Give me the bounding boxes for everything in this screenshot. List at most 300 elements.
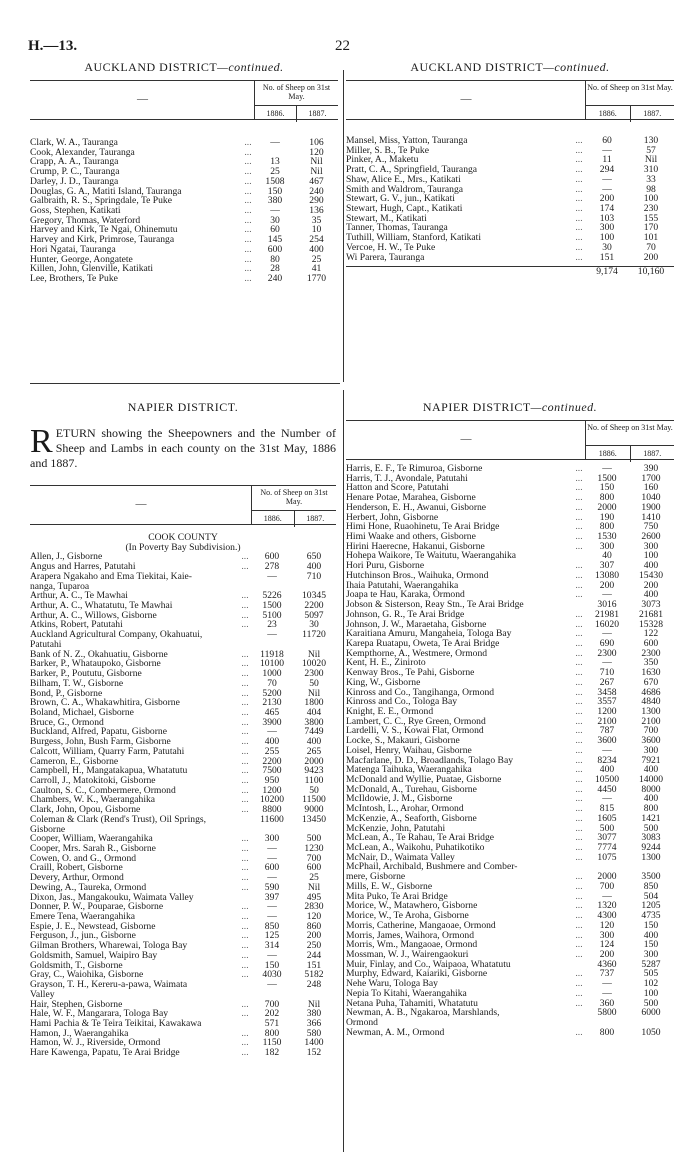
table-row [30, 167, 338, 177]
sheep-1887: 13450 [302, 813, 326, 825]
table-row [30, 1009, 336, 1019]
table-row [30, 1029, 336, 1039]
sheep-1887: 35 [311, 214, 322, 226]
table-row [30, 854, 336, 864]
sheep-1886: 5100 [262, 609, 282, 621]
sheep-1887: 1300 [641, 705, 661, 717]
sheep-1887: 500 [643, 997, 659, 1009]
owner-name: Chambers, W. K., Waerangahika [30, 795, 156, 806]
sheep-1886: — [267, 570, 277, 582]
table-row [346, 658, 674, 668]
sheep-1886: 3557 [597, 696, 617, 708]
table-row [346, 522, 674, 532]
owner-name: McIntosh, L., Arohar, Ormond [346, 804, 464, 814]
leader-dots: ... [241, 561, 249, 573]
sheep-1886: 700 [264, 998, 280, 1010]
sheep-1886: 124 [599, 939, 615, 951]
sheep-1887: 57 [646, 144, 656, 156]
sheep-1886: 11918 [260, 648, 284, 660]
owner-name: King, W., Gisborne [346, 677, 421, 688]
owner-name: Arthur, A. C., Te Mawhai [30, 591, 128, 602]
leader-dots: ... [241, 852, 249, 864]
leader-dots: ... [241, 833, 249, 845]
owner-name: Emere Tena, Waerangahika [30, 912, 136, 922]
table-row [346, 620, 674, 630]
owner-name: McNair, D., Waimata Valley [346, 852, 455, 863]
table-row [30, 601, 336, 611]
owner-name: Hatton and Score, Patutahi [346, 483, 449, 494]
table-row [30, 941, 336, 951]
owner-name: Jobson & Sisterson, Reay Stn., Te Arai Bridge [346, 600, 524, 610]
sheep-1886: 174 [599, 203, 615, 215]
county-heading: COOK COUNTY [148, 532, 218, 543]
sheep-1886: — [602, 144, 612, 156]
sheep-1886: 10200 [260, 794, 284, 806]
table-row [346, 756, 674, 766]
owner-name: Morice, W., Te Aroha, Gisborne [346, 911, 469, 921]
leader-dots: ... [575, 628, 583, 640]
owner-name: Espie, J. E., Newstead, Gisborne [30, 921, 156, 932]
leader-dots: ... [241, 668, 249, 680]
sheep-1887: 30 [309, 619, 319, 631]
sheep-1887: 244 [306, 949, 322, 961]
table-row [346, 969, 674, 979]
table-row [346, 726, 674, 736]
leader-dots: ... [244, 273, 252, 285]
table-row [346, 688, 674, 698]
sheep-1887: 7921 [641, 754, 661, 766]
sheep-1886: 13 [270, 156, 280, 168]
sheep-1886: 267 [599, 676, 615, 688]
sheep-1886: 240 [267, 273, 283, 285]
section-title: AUCKLAND DISTRICT—continued. [84, 60, 284, 74]
leader-dots: ... [575, 482, 583, 494]
sheep-1886: 13080 [595, 569, 619, 581]
sheep-1886: 8234 [597, 754, 617, 766]
sheep-1887: 1700 [641, 472, 661, 484]
section-title: NAPIER DISTRICT—continued. [422, 400, 598, 414]
header-dash: — [460, 93, 472, 105]
sheep-1887: 1040 [641, 492, 661, 504]
sheep-1887: 5097 [304, 609, 324, 621]
leader-dots: ... [241, 881, 249, 893]
year-1886: 1886. [586, 446, 631, 462]
owner-name: Ormond [346, 1017, 378, 1028]
sheep-1887: Nil [307, 881, 321, 893]
owner-name: Craill, Robert, Gisborne [30, 863, 123, 874]
sheep-1887: 10345 [302, 590, 326, 602]
owner-name: Harris, T. J., Avondale, Patutahi [346, 473, 468, 484]
owner-name: McKenzie, A., Seaforth, Gisborne [346, 813, 477, 824]
table-row [30, 689, 336, 699]
auckland-district-right [346, 60, 674, 277]
leader-dots: ... [241, 765, 249, 777]
sheep-1887: 250 [306, 940, 322, 952]
sheep-1886: 4450 [597, 783, 617, 795]
year-1886: 1886. [255, 106, 297, 122]
sheep-1887: 150 [643, 919, 659, 931]
owner-name: Goldsmith, T., Gisborne [30, 960, 123, 971]
table-row [30, 1038, 336, 1048]
leader-dots: ... [244, 243, 252, 255]
owner-name: Hohepa Waikore, Te Waitutu, Waerangahika [346, 551, 516, 562]
sheep-1886: 145 [267, 234, 283, 246]
sheep-1886: 7500 [262, 765, 282, 777]
leader-dots: ... [241, 1037, 249, 1049]
sheep-1887: 151 [306, 959, 322, 971]
sheep-1886: 5800 [597, 1007, 617, 1019]
napier-district-right [346, 400, 674, 1037]
sheep-1887: 400 [643, 764, 659, 776]
sheep-1887: 1050 [641, 1026, 661, 1038]
table-row [346, 223, 674, 233]
sheep-1887: 500 [643, 822, 659, 834]
table-row [30, 961, 336, 971]
table-row [346, 911, 674, 921]
table-row [30, 611, 336, 621]
owner-name: Lee, Brothers, Te Puke [30, 274, 118, 284]
sheep-1886: 1200 [597, 705, 617, 717]
sheep-1887: 152 [306, 1047, 322, 1059]
sheep-1886: 16020 [595, 618, 619, 630]
owner-name: Donner, P. W., Pouparae, Gisborne [30, 902, 164, 913]
auckland-left-end-rule [30, 383, 340, 384]
sheep-1887: 580 [306, 1027, 322, 1039]
owner-name: Mansel, Miss, Yatton, Tauranga [346, 136, 468, 146]
sheep-1887: 14000 [639, 774, 663, 785]
sheep-1887: 750 [643, 521, 659, 533]
sheep-1886: 7774 [597, 842, 617, 854]
sheep-1886: 380 [267, 195, 283, 207]
owner-name: Allen, J., Gisborne [30, 552, 103, 563]
owner-name: Stewart, M., Katikati [346, 213, 427, 224]
table-row [346, 581, 674, 591]
owner-name: Hutchinson Bros., Waihuka, Ormond [346, 570, 489, 581]
sheep-1886: 4360 [597, 958, 617, 970]
sheep-1887: 102 [643, 978, 659, 990]
sheep-1887: 200 [643, 579, 659, 591]
owner-name: Harris, E. F., Te Rimuroa, Gisborne [346, 464, 483, 474]
sheep-1886: 40 [602, 550, 612, 562]
table-row [30, 591, 336, 601]
sheep-1887: 310 [643, 164, 659, 176]
sheep-1886: 800 [599, 1026, 615, 1038]
sheep-1887: 4735 [641, 910, 661, 922]
table-row [346, 551, 674, 561]
owner-name: Bond, P., Gisborne [30, 688, 103, 699]
leader-dots: ... [575, 569, 583, 581]
leader-dots [238, 815, 252, 825]
leader-dots: ... [241, 862, 249, 874]
table-row [30, 148, 338, 158]
sheep-1887: 1630 [641, 667, 661, 679]
leader-dots [238, 980, 252, 990]
leader-dots: ... [575, 144, 583, 156]
sheep-1887: 4840 [641, 696, 661, 708]
owner-name: Coleman & Clark (Rend's Trust), Oil Springs, [30, 814, 207, 825]
sheep-1887: 1800 [304, 697, 324, 709]
owner-name: Johnson, G. R., Te Arai Bridge [346, 609, 465, 620]
page-number: 22 [335, 38, 350, 54]
table-row [30, 669, 336, 679]
sheep-1887: 400 [643, 929, 659, 941]
table-row [346, 561, 674, 571]
owner-name: Carroll, J., Matokitoki, Gisborne [30, 775, 156, 786]
column-heading: No. of Sheep on 31st May. [252, 486, 336, 511]
table-row [346, 824, 674, 834]
leader-dots: ... [575, 744, 583, 756]
table-row [346, 901, 674, 911]
table-row [30, 552, 336, 562]
total-1887: 10,160 [637, 266, 665, 278]
table-row [30, 815, 336, 825]
sheep-1887: 2200 [304, 600, 324, 612]
sheep-1886: 10100 [260, 658, 284, 670]
sheep-1886: 850 [264, 920, 280, 932]
header-dash: — [135, 498, 147, 510]
leader-dots: ... [575, 929, 583, 941]
sheep-1887: 50 [309, 784, 319, 796]
owner-name: Valley [30, 989, 55, 1000]
sheep-1886: — [602, 978, 612, 990]
table-row [30, 873, 336, 883]
leader-dots: ... [575, 222, 583, 234]
sheep-1887: 21681 [639, 608, 663, 620]
table-row [30, 951, 336, 961]
subdivision-heading: (In Poverty Bay Subdivision.) [125, 541, 241, 553]
table-row [346, 1018, 674, 1028]
table-row [346, 950, 674, 960]
sheep-1886: — [602, 173, 612, 185]
sheep-1886: 3016 [597, 599, 617, 611]
sheep-1887: 8000 [641, 783, 661, 795]
table-row [30, 786, 336, 796]
sheep-1887: 240 [309, 185, 324, 197]
sheep-1887: 136 [309, 205, 324, 217]
leader-dots: ... [244, 195, 252, 207]
sheep-1886: 190 [599, 511, 615, 523]
owner-name: Herbert, John, Gisborne [346, 512, 439, 523]
sheep-1886: — [267, 852, 277, 864]
sheep-1887: Nil [644, 154, 658, 166]
sheep-1886: 3077 [597, 832, 617, 844]
owner-name: Killen, John, Glenville, Katikati [30, 264, 154, 275]
column-heading: No. of Sheep on 31st May. [586, 81, 674, 106]
table-row [346, 872, 674, 882]
sheep-1887: 3500 [641, 871, 661, 883]
total-1886: 9,174 [596, 266, 618, 278]
owner-name: Arthur, A. C., Willows, Gisborne [30, 610, 157, 621]
total-row [346, 266, 674, 277]
owner-name: Nehe Waru, Tologa Bay [346, 979, 438, 989]
sheep-1887: 710 [306, 570, 322, 582]
leader-dots: ... [244, 224, 252, 236]
owner-name: Goldsmith, Samuel, Waipiro Bay [30, 950, 158, 961]
table-row [346, 804, 674, 814]
table-row [30, 562, 336, 572]
sheep-1886: 278 [264, 561, 280, 573]
sheep-1887: 700 [643, 725, 659, 737]
leader-dots: ... [575, 686, 583, 698]
owner-name: Dixon, Jas., Mangakouku, Waimata Valley [30, 892, 194, 903]
sheep-1887: 100 [643, 550, 659, 562]
sheep-1887: 300 [643, 744, 659, 756]
sheep-1887: 41 [311, 263, 322, 275]
leader-dots: ... [575, 501, 583, 513]
sheep-1886: 2000 [597, 871, 617, 883]
leader-dots: ... [241, 677, 249, 689]
section-title: NAPIER DISTRICT. [127, 400, 239, 414]
sheep-1887: Nil [307, 687, 321, 699]
sheep-1887: 15328 [639, 618, 663, 630]
owner-name: Hamon, W. J., Riverside, Ormond [30, 1038, 161, 1049]
table-row [30, 747, 336, 757]
sheep-1886: — [602, 589, 612, 601]
table-row [30, 235, 338, 245]
table-header [30, 80, 338, 120]
leader-dots: ... [575, 842, 583, 854]
owner-name: Kinross and Co., Tologa Bay [346, 697, 458, 707]
owner-name: Bank of N. Z., Okahuatiu, Gisborne [30, 649, 168, 660]
sheep-1886: — [602, 628, 612, 640]
leader-dots: ... [575, 890, 583, 902]
table-row [346, 775, 674, 785]
owner-name: Tanner, Thomas, Tauranga [346, 223, 448, 234]
owner-name: Morice, W., Matawhero, Gisborne [346, 901, 478, 912]
table-row [346, 253, 674, 263]
sheep-1886: 2300 [597, 647, 617, 659]
sheep-1886: 307 [599, 560, 615, 572]
leader-dots: ... [241, 609, 249, 621]
sheep-1887: 10 [311, 224, 322, 236]
owner-name: Ihaia Patutahi, Waerangahika [346, 580, 459, 591]
sheep-1886: 465 [264, 706, 280, 718]
sheep-1887: 50 [309, 677, 319, 689]
sheep-1887: 106 [309, 137, 324, 148]
table-row [30, 640, 336, 650]
leader-dots: ... [575, 774, 583, 785]
owner-name: Pinker, A., Maketu [346, 155, 419, 166]
owner-name: Hair, Stephen, Gisborne [30, 999, 123, 1010]
table-row [346, 697, 674, 707]
owner-name: Cook, Alexander, Tauranga [30, 147, 135, 158]
leader-dots: ... [575, 900, 583, 912]
sheep-1886: 314 [264, 940, 280, 952]
owner-name: Newman, A. B., Ngakaroa, Marshlands, [346, 1008, 500, 1018]
table-row [30, 1048, 336, 1058]
leader-dots: ... [575, 1026, 583, 1038]
table-row [30, 650, 336, 660]
sheep-1887: 11500 [302, 794, 326, 806]
owner-name: Arapera Ngakaho and Ema Tiekitai, Kaie- [30, 571, 192, 582]
table-row [30, 834, 336, 844]
sheep-1887: 290 [309, 195, 324, 207]
table-row [30, 1000, 336, 1010]
table-row [30, 187, 338, 197]
leader-dots: ... [575, 822, 583, 834]
leader-dots: ... [575, 492, 583, 504]
owner-name: Morris, James, Waihora, Ormond [346, 930, 475, 941]
sheep-1886: 815 [599, 803, 615, 815]
table-row [30, 1019, 336, 1029]
sheep-1886: 800 [599, 521, 615, 533]
table-row [30, 698, 336, 708]
sheep-1886: 150 [599, 482, 615, 494]
owner-name: Gilman Brothers, Wharewai, Tologa Bay [30, 941, 188, 951]
owner-name: Harvey and Kirk, Primrose, Tauranga [30, 235, 175, 245]
header-dash: — [460, 433, 472, 445]
owner-name: Locke, S., Makauri, Gisborne [346, 736, 460, 746]
sheep-1886: 1605 [597, 812, 617, 824]
sheep-1886: 150 [267, 185, 283, 197]
owner-name: Joapa te Hau, Karaka, Ormond [346, 590, 465, 601]
leader-dots: ... [241, 716, 249, 728]
owner-name: nanga, Tuparoa [30, 581, 90, 592]
sheep-1886: — [602, 744, 612, 756]
sheep-1887: 505 [643, 968, 659, 980]
sheep-1887: 366 [306, 1017, 322, 1029]
owner-name: Hirini Haerecne, Hakanui, Gisborne [346, 541, 485, 552]
leader-dots [238, 630, 252, 640]
owner-name: Boland, Michael, Gisborne [30, 707, 134, 718]
sheep-1886: 103 [599, 212, 615, 224]
sheep-1887: 200 [306, 930, 322, 942]
leader-dots: ... [575, 193, 583, 205]
table-row [346, 165, 674, 175]
sheep-1886: — [602, 183, 612, 195]
sheep-1886: 120 [599, 919, 615, 931]
table-row [30, 727, 336, 737]
sheep-1886: 400 [264, 736, 280, 748]
leader-dots: ... [241, 619, 249, 631]
sheep-1886: 571 [264, 1017, 280, 1029]
sheep-1886: 300 [264, 833, 280, 845]
table-row [346, 155, 674, 165]
sheep-1887: 1421 [641, 812, 661, 824]
leader-dots: ... [244, 253, 252, 265]
sheep-1886: — [602, 793, 612, 805]
sheep-1886: — [602, 987, 612, 999]
table-row [346, 921, 674, 931]
table-row [346, 979, 674, 989]
sheep-1886: 1500 [262, 600, 282, 612]
year-1887: 1887. [306, 514, 325, 523]
owner-name: Johnson, J. W., Maraetaha, Gisborne [346, 619, 487, 630]
table-row [30, 708, 336, 718]
section-title: AUCKLAND DISTRICT—continued. [410, 60, 610, 74]
leader-dots: ... [241, 969, 249, 981]
sheep-1886: 1000 [262, 668, 282, 680]
table-row [346, 600, 674, 610]
sheep-1887: 3800 [304, 716, 324, 728]
sheep-1887: 1100 [304, 774, 324, 786]
leader-dots: ... [244, 205, 252, 217]
table-row [346, 233, 674, 243]
sheep-1886: 1508 [265, 175, 285, 187]
table-row [346, 707, 674, 717]
leader-dots: ... [575, 910, 583, 922]
leader-dots: ... [575, 212, 583, 224]
owner-name: Goss, Stephen, Katikati [30, 206, 121, 216]
owner-name: Kent, H. E., Ziniroto [346, 658, 426, 669]
sheep-1886: 21981 [595, 608, 619, 620]
column-divider-bottom [343, 390, 344, 1152]
sheep-1886: 600 [264, 862, 280, 874]
year-1886: 1886. [586, 106, 631, 122]
leader-dots: ... [575, 832, 583, 844]
sheep-1887: 11720 [302, 629, 326, 641]
table-row [346, 668, 674, 678]
